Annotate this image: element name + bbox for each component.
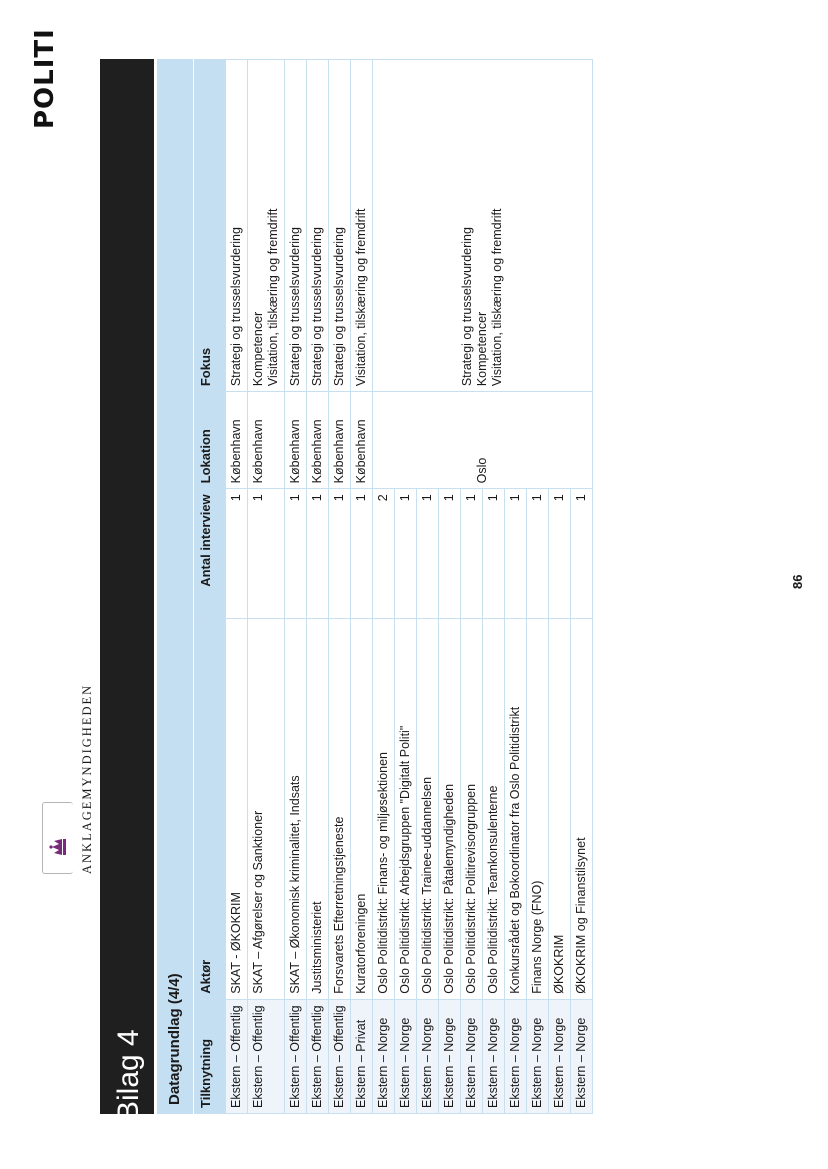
table-cell: Oslo Politidistrikt: Trainee-uddannelsen (417, 618, 439, 999)
table-cell: 1 (248, 489, 285, 618)
table-cell: Ekstern – Norge (505, 999, 527, 1113)
table-cell: 1 (461, 489, 483, 618)
table-cell: SKAT – Økonomisk kriminalitet, Indsats (285, 618, 307, 999)
table-row (307, 60, 329, 1114)
table-cell: 1 (226, 489, 248, 618)
table-cell: Oslo Politidistrikt: Påtalemyndigheden (439, 618, 461, 999)
column-header: Tilknytning (195, 999, 226, 1113)
table-cell: Ekstern – Norge (417, 999, 439, 1113)
fokus-line: Visitation, tilskæring og fremdrift (490, 208, 504, 387)
fokus-line: Strategi og trusselsvurdering (288, 227, 302, 387)
section-subtitle: Datagrundlag (4/4) (166, 973, 183, 1105)
table-cell: København (351, 392, 373, 489)
agency-name: ANKLAGEMYNDIGHEDEN (80, 683, 94, 874)
column-header: Aktør (195, 618, 226, 999)
fokus-line: Strategi og trusselsvurdering (460, 227, 474, 387)
table-cell: Oslo Politidistrikt: Teamkonsulenterne (483, 618, 505, 999)
table-cell: København (248, 392, 285, 489)
table-cell (226, 60, 248, 392)
fokus-line: Strategi og trusselsvurdering (310, 227, 324, 387)
fokus-line: Strategi og trusselsvurdering (229, 227, 243, 387)
table-row (248, 60, 285, 1114)
table-cell: SKAT - ØKOKRIM (226, 618, 248, 999)
table-cell: 1 (439, 489, 461, 618)
table-cell: Oslo Politidistrikt: Politirevisorgruppen (461, 618, 483, 999)
table-cell (329, 60, 351, 392)
table-cell: 1 (285, 489, 307, 618)
table-cell: 1 (351, 489, 373, 618)
table-cell: Ekstern – Norge (395, 999, 417, 1113)
table-cell: Konkursrådet og Bokoordinator fra Oslo Politidistrikt (505, 618, 527, 999)
table-cell: Justitsministeriet (307, 618, 329, 999)
table-cell: Ekstern – Norge (439, 999, 461, 1113)
table-cell (307, 60, 329, 392)
table-cell: Ekstern – Offentlig (248, 999, 285, 1113)
table-cell: Ekstern – Offentlig (329, 999, 351, 1113)
table-row (351, 60, 373, 1114)
data-table (194, 59, 593, 1114)
fokus-line: Visitation, tilskæring og fremdrift (266, 208, 280, 387)
table-cell: Forsvarets Efterretningstjeneste (329, 618, 351, 999)
table-cell: Ekstern – Offentlig (307, 999, 329, 1113)
table-cell: Oslo Politidistrikt: Finans- og miljøsektionen (373, 618, 395, 999)
table-cell (248, 60, 285, 392)
fokus-line: Strategi og trusselsvurdering (332, 227, 346, 387)
column-header: Antal interview (195, 489, 226, 618)
agency-logo (48, 683, 108, 934)
table-cell: 1 (329, 489, 351, 618)
table-cell: SKAT – Afgørelser og Sanktioner (248, 618, 285, 999)
page-title: Bilag 4 (112, 1029, 145, 1121)
table-cell: Kuratorforeningen (351, 618, 373, 999)
table-cell: 1 (417, 489, 439, 618)
fokus-line: Kompetencer (475, 311, 489, 387)
table-cell: ØKOKRIM (549, 618, 571, 999)
fokus-line: Visitation, tilskæring og fremdrift (354, 208, 368, 387)
table-cell: Ekstern – Norge (527, 999, 549, 1113)
table-cell: København (329, 392, 351, 489)
table-cell: Ekstern – Offentlig (285, 999, 307, 1113)
table-cell: 1 (527, 489, 549, 618)
table-cell: København (226, 392, 248, 489)
table-cell: 1 (483, 489, 505, 618)
table-cell: Ekstern – Offentlig (226, 999, 248, 1113)
fokus-line: Kompetencer (251, 311, 265, 387)
title-bar (100, 59, 154, 1114)
page-number: 86 (790, 574, 805, 589)
table-cell: Ekstern – Norge (461, 999, 483, 1113)
table-cell: 1 (571, 489, 593, 618)
table-cell: Oslo Politidistrikt: Arbejdsgruppen "Digitalt Politi" (395, 618, 417, 999)
subtitle-bar (157, 59, 193, 1114)
table-cell (285, 60, 307, 392)
table-cell: Ekstern – Norge (549, 999, 571, 1113)
table-cell: ØKOKRIM og Finanstilsynet (571, 618, 593, 999)
column-header: Fokus (195, 60, 226, 392)
table-cell (373, 60, 593, 392)
table-row (226, 60, 248, 1114)
table-cell: 1 (505, 489, 527, 618)
crown-icon (48, 836, 72, 858)
table-cell: Oslo (373, 392, 593, 489)
table-cell: Ekstern – Norge (373, 999, 395, 1113)
table-row (285, 60, 307, 1114)
table-cell: 1 (549, 489, 571, 618)
table-cell: København (285, 392, 307, 489)
table-cell: Finans Norge (FNO) (527, 618, 549, 999)
table-cell: 1 (307, 489, 329, 618)
politi-logo: POLITI (30, 28, 60, 129)
table-cell: Ekstern – Norge (571, 999, 593, 1113)
table-row (373, 60, 395, 1114)
table-cell: København (307, 392, 329, 489)
table-header-row (195, 60, 226, 1114)
table-cell: 1 (395, 489, 417, 618)
table-cell: Ekstern – Privat (351, 999, 373, 1113)
table-cell: Ekstern – Norge (483, 999, 505, 1113)
table-cell (351, 60, 373, 392)
column-header: Lokation (195, 392, 226, 489)
table-cell: 2 (373, 489, 395, 618)
table-row (329, 60, 351, 1114)
